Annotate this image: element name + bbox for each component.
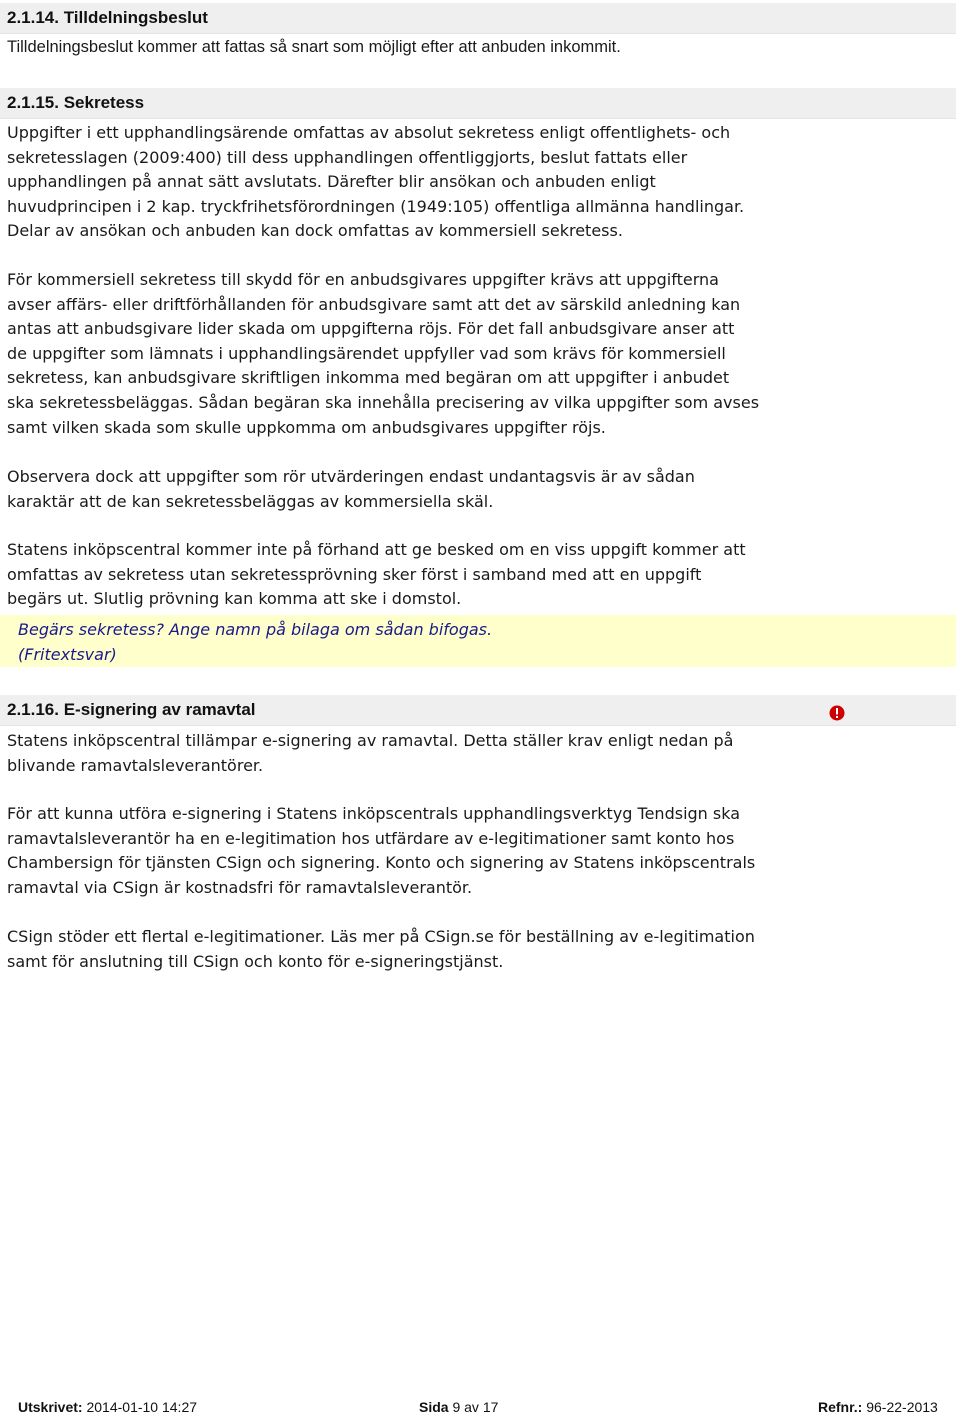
text-line: avser affärs- eller driftförhållanden för anbudsgivare samt att det av särskild anledning kan [7, 294, 741, 314]
text-line: huvudprincipen i 2 kap. tryckfrihetsförordningen (1949:105) offentliga allmänna handlingar. [7, 196, 745, 216]
footer-page [419, 1399, 498, 1415]
warning-icon [829, 705, 845, 721]
footer-ref-label: Refnr.: [818, 1399, 863, 1415]
section-title: 2.1.16. E-signering av ramavtal [7, 700, 256, 719]
section-title: 2.1.14. Tilldelningsbeslut [7, 8, 208, 27]
text-line: Statens inköpscentral kommer inte på förhand att ge besked om en viss uppgift kommer att [7, 540, 746, 559]
paragraph [7, 35, 827, 60]
text-line: Tilldelningsbeslut kommer att fattas så snart som möjligt efter att anbuden inkommit. [7, 38, 621, 56]
footer-ref-value: 96-22-2013 [866, 1399, 938, 1415]
answer-box[interactable] [0, 615, 956, 667]
text-line: sekretess, kan anbudsgivare skriftligen inkomma med begäran om att uppgifter i anbudet [7, 368, 730, 388]
text-line: de uppgifter som lämnats i upphandlingsärendet uppfyller vad som krävs för kommersiell [7, 343, 726, 363]
text-line: omfattas av sekretess utan sekretessprövning sker först i samband med att en uppgift [7, 564, 702, 584]
paragraph [7, 925, 827, 974]
paragraph [7, 268, 827, 440]
text-line: ramavtalsleverantör ha en e-legitimation hos utfärdare av e-legitimationer samt konto hos [7, 828, 735, 848]
text-line: Observera dock att uppgifter som rör utvärderingen endast undantagsvis är av sådan [7, 467, 695, 486]
text-line: blivande ramavtalsleverantörer. [7, 755, 264, 775]
paragraph [7, 729, 827, 778]
paragraph [7, 465, 827, 514]
footer-printed [18, 1399, 197, 1415]
text-line: samt vilken skada som skulle uppkomma om anbudsgivares uppgifter röjs. [7, 417, 606, 437]
section-title: 2.1.15. Sekretess [7, 93, 145, 112]
section-header-2-1-15 [0, 88, 956, 119]
text-line: begärs ut. Slutlig prövning kan komma att ske i domstol. [7, 589, 462, 609]
text-line: upphandlingen på annat sätt avslutats. Därefter blir ansökan och anbuden enligt [7, 172, 656, 192]
text-line: sekretesslagen (2009:400) till dess upphandlingen offentliggjorts, beslut fattats eller [7, 147, 688, 167]
footer-ref [818, 1399, 938, 1415]
text-line: karaktär att de kan sekretessbeläggas av kommersiella skäl. [7, 491, 494, 511]
paragraph [7, 121, 827, 244]
text-line: Uppgifter i ett upphandlingsärende omfattas av absolut sekretess enligt offentlighets- och [7, 123, 731, 142]
text-line: Chambersign för tjänsten CSign och signering. Konto och signering av Statens inköpscentrals [7, 853, 756, 873]
section-header-2-1-14 [0, 3, 956, 34]
text-line: antas att anbudsgivare lider skada om uppgifterna röjs. För det fall anbudsgivare anser att [7, 319, 735, 339]
text-line: Statens inköpscentral tillämpar e-signering av ramavtal. Detta ställer krav enligt nedan på [7, 731, 734, 750]
section-header-2-1-16 [0, 695, 956, 726]
footer-printed-label: Utskrivet: [18, 1399, 83, 1415]
paragraph [7, 802, 827, 900]
footer-page-label: Sida [419, 1399, 449, 1415]
footer-page-value: 9 av 17 [452, 1399, 499, 1415]
text-line: Delar av ansökan och anbuden kan dock omfattas av kommersiell sekretess. [7, 221, 623, 241]
answer-response[interactable]: (Fritextsvar) [18, 645, 117, 664]
footer-printed-value: 2014-01-10 14:27 [86, 1399, 198, 1415]
text-line: CSign stöder ett flertal e-legitimationer. Läs mer på CSign.se för beställning av e-legitimation [7, 927, 755, 946]
text-line: samt för anslutning till CSign och konto för e-signeringstjänst. [7, 951, 504, 971]
text-line: För kommersiell sekretess till skydd för en anbudsgivares uppgifter krävs att uppgifterna [7, 270, 719, 289]
text-line: För att kunna utföra e-signering i Statens inköpscentrals upphandlingsverktyg Tendsign ska [7, 804, 741, 823]
text-line: ramavtal via CSign är kostnadsfri för ramavtalsleverantör. [7, 877, 473, 897]
paragraph [7, 538, 827, 612]
answer-question: Begärs sekretess? Ange namn på bilaga om sådan bifogas. [18, 620, 493, 639]
text-line: ska sekretessbeläggas. Sådan begäran ska innehålla precisering av vilka uppgifter som avses [7, 392, 760, 412]
